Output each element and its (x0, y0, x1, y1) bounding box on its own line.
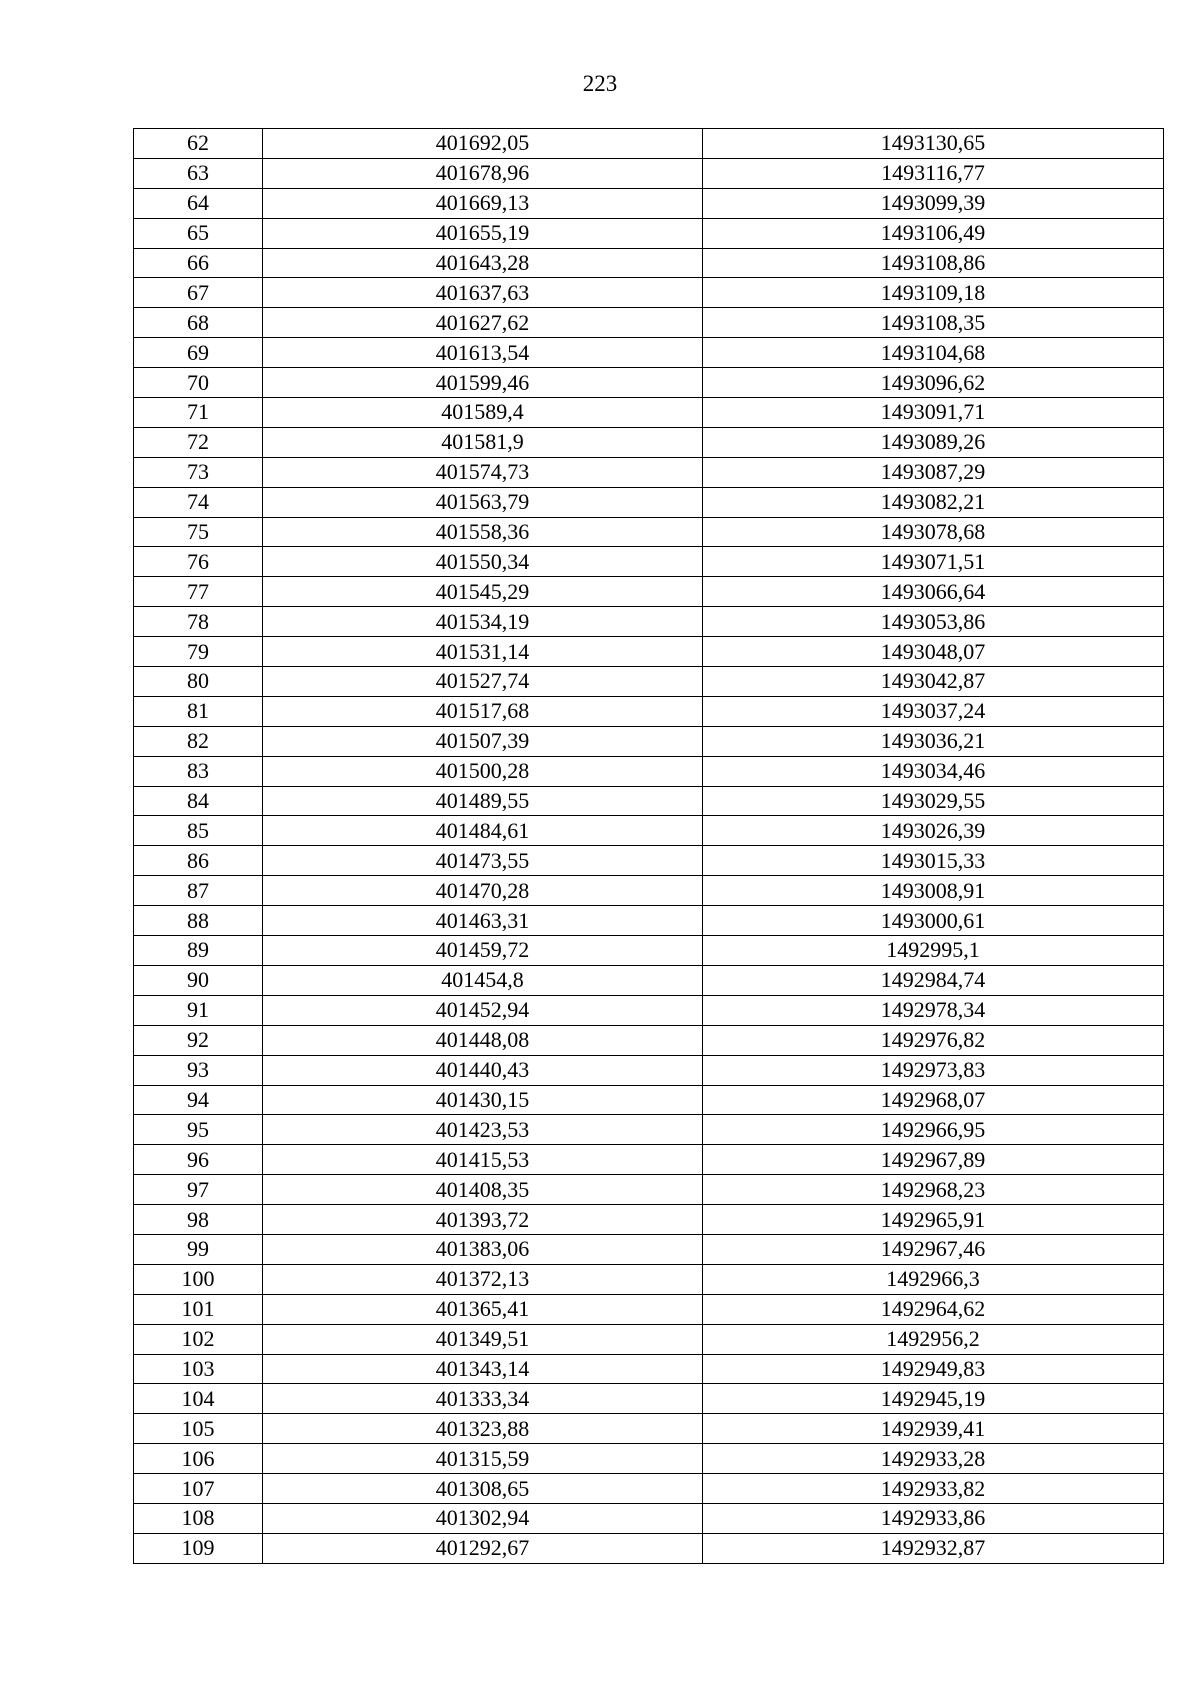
y-coordinate-cell: 1492968,23 (703, 1175, 1164, 1205)
x-coordinate-cell: 401343,14 (263, 1354, 703, 1384)
y-coordinate-cell: 1492978,34 (703, 995, 1164, 1025)
table-row (134, 906, 1164, 936)
x-coordinate-cell: 401531,14 (263, 637, 703, 667)
table-row (134, 1085, 1164, 1115)
table-row (134, 1503, 1164, 1533)
x-coordinate-cell: 401365,41 (263, 1294, 703, 1324)
table-row (134, 786, 1164, 816)
coordinates-table (133, 128, 1164, 1564)
x-coordinate-cell: 401489,55 (263, 786, 703, 816)
x-coordinate-cell: 401678,96 (263, 158, 703, 188)
x-coordinate-cell: 401500,28 (263, 756, 703, 786)
y-coordinate-cell: 1492933,82 (703, 1474, 1164, 1504)
y-coordinate-cell: 1492945,19 (703, 1384, 1164, 1414)
table-row (134, 1055, 1164, 1085)
x-coordinate-cell: 401550,34 (263, 547, 703, 577)
x-coordinate-cell: 401574,73 (263, 457, 703, 487)
point-number-cell: 81 (134, 696, 263, 726)
y-coordinate-cell: 1493130,65 (703, 129, 1164, 159)
x-coordinate-cell: 401613,54 (263, 338, 703, 368)
y-coordinate-cell: 1492949,83 (703, 1354, 1164, 1384)
x-coordinate-cell: 401448,08 (263, 1025, 703, 1055)
y-coordinate-cell: 1493096,62 (703, 368, 1164, 398)
table-row (134, 816, 1164, 846)
y-coordinate-cell: 1493082,21 (703, 487, 1164, 517)
table-row (134, 1115, 1164, 1145)
x-coordinate-cell: 401507,39 (263, 726, 703, 756)
y-coordinate-cell: 1492976,82 (703, 1025, 1164, 1055)
table-row (134, 308, 1164, 338)
x-coordinate-cell: 401637,63 (263, 278, 703, 308)
x-coordinate-cell: 401323,88 (263, 1414, 703, 1444)
y-coordinate-cell: 1492966,95 (703, 1115, 1164, 1145)
table-row (134, 995, 1164, 1025)
table-row (134, 218, 1164, 248)
point-number-cell: 93 (134, 1055, 263, 1085)
y-coordinate-cell: 1493026,39 (703, 816, 1164, 846)
table-row (134, 1234, 1164, 1264)
y-coordinate-cell: 1493034,46 (703, 756, 1164, 786)
x-coordinate-cell: 401534,19 (263, 607, 703, 637)
x-coordinate-cell: 401484,61 (263, 816, 703, 846)
y-coordinate-cell: 1492968,07 (703, 1085, 1164, 1115)
x-coordinate-cell: 401333,34 (263, 1384, 703, 1414)
table-row (134, 607, 1164, 637)
point-number-cell: 80 (134, 667, 263, 697)
x-coordinate-cell: 401452,94 (263, 995, 703, 1025)
y-coordinate-cell: 1493089,26 (703, 427, 1164, 457)
table-row (134, 129, 1164, 159)
table-row (134, 876, 1164, 906)
x-coordinate-cell: 401315,59 (263, 1444, 703, 1474)
table-row (134, 1533, 1164, 1563)
y-coordinate-cell: 1493042,87 (703, 667, 1164, 697)
table-row (134, 1414, 1164, 1444)
table-row (134, 547, 1164, 577)
point-number-cell: 90 (134, 965, 263, 995)
point-number-cell: 64 (134, 188, 263, 218)
table-row (134, 158, 1164, 188)
y-coordinate-cell: 1492956,2 (703, 1324, 1164, 1354)
table-row (134, 1354, 1164, 1384)
point-number-cell: 96 (134, 1145, 263, 1175)
x-coordinate-cell: 401581,9 (263, 427, 703, 457)
y-coordinate-cell: 1492965,91 (703, 1205, 1164, 1235)
y-coordinate-cell: 1493104,68 (703, 338, 1164, 368)
table-row (134, 846, 1164, 876)
table-row (134, 1324, 1164, 1354)
point-number-cell: 85 (134, 816, 263, 846)
point-number-cell: 67 (134, 278, 263, 308)
y-coordinate-cell: 1493108,86 (703, 248, 1164, 278)
y-coordinate-cell: 1492973,83 (703, 1055, 1164, 1085)
point-number-cell: 87 (134, 876, 263, 906)
y-coordinate-cell: 1493087,29 (703, 457, 1164, 487)
point-number-cell: 98 (134, 1205, 263, 1235)
x-coordinate-cell: 401430,15 (263, 1085, 703, 1115)
x-coordinate-cell: 401459,72 (263, 936, 703, 966)
point-number-cell: 79 (134, 637, 263, 667)
point-number-cell: 66 (134, 248, 263, 278)
point-number-cell: 84 (134, 786, 263, 816)
x-coordinate-cell: 401643,28 (263, 248, 703, 278)
table-row (134, 1474, 1164, 1504)
y-coordinate-cell: 1493029,55 (703, 786, 1164, 816)
x-coordinate-cell: 401440,43 (263, 1055, 703, 1085)
y-coordinate-cell: 1493091,71 (703, 398, 1164, 428)
y-coordinate-cell: 1493036,21 (703, 726, 1164, 756)
x-coordinate-cell: 401669,13 (263, 188, 703, 218)
x-coordinate-cell: 401627,62 (263, 308, 703, 338)
table-row (134, 338, 1164, 368)
table-row (134, 577, 1164, 607)
y-coordinate-cell: 1493078,68 (703, 517, 1164, 547)
y-coordinate-cell: 1493106,49 (703, 218, 1164, 248)
y-coordinate-cell: 1493000,61 (703, 906, 1164, 936)
x-coordinate-cell: 401589,4 (263, 398, 703, 428)
table-row (134, 667, 1164, 697)
point-number-cell: 100 (134, 1264, 263, 1294)
x-coordinate-cell: 401527,74 (263, 667, 703, 697)
point-number-cell: 104 (134, 1384, 263, 1414)
table-row (134, 398, 1164, 428)
table-row (134, 1205, 1164, 1235)
table-row (134, 1444, 1164, 1474)
table-row (134, 1264, 1164, 1294)
point-number-cell: 109 (134, 1533, 263, 1563)
y-coordinate-cell: 1492966,3 (703, 1264, 1164, 1294)
table-row (134, 696, 1164, 726)
point-number-cell: 65 (134, 218, 263, 248)
point-number-cell: 83 (134, 756, 263, 786)
y-coordinate-cell: 1492984,74 (703, 965, 1164, 995)
x-coordinate-cell: 401423,53 (263, 1115, 703, 1145)
point-number-cell: 76 (134, 547, 263, 577)
table-row (134, 487, 1164, 517)
x-coordinate-cell: 401349,51 (263, 1324, 703, 1354)
table-row (134, 278, 1164, 308)
y-coordinate-cell: 1492995,1 (703, 936, 1164, 966)
x-coordinate-cell: 401383,06 (263, 1234, 703, 1264)
x-coordinate-cell: 401599,46 (263, 368, 703, 398)
table-row (134, 457, 1164, 487)
y-coordinate-cell: 1492933,28 (703, 1444, 1164, 1474)
x-coordinate-cell: 401545,29 (263, 577, 703, 607)
x-coordinate-cell: 401454,8 (263, 965, 703, 995)
point-number-cell: 101 (134, 1294, 263, 1324)
x-coordinate-cell: 401517,68 (263, 696, 703, 726)
table-row (134, 637, 1164, 667)
point-number-cell: 89 (134, 936, 263, 966)
page-number: 223 (582, 71, 618, 96)
table-row (134, 1025, 1164, 1055)
point-number-cell: 103 (134, 1354, 263, 1384)
x-coordinate-cell: 401393,72 (263, 1205, 703, 1235)
x-coordinate-cell: 401463,31 (263, 906, 703, 936)
y-coordinate-cell: 1493116,77 (703, 158, 1164, 188)
y-coordinate-cell: 1492939,41 (703, 1414, 1164, 1444)
point-number-cell: 88 (134, 906, 263, 936)
y-coordinate-cell: 1492932,87 (703, 1533, 1164, 1563)
y-coordinate-cell: 1493048,07 (703, 637, 1164, 667)
table-row (134, 936, 1164, 966)
y-coordinate-cell: 1493071,51 (703, 547, 1164, 577)
table-row (134, 188, 1164, 218)
x-coordinate-cell: 401473,55 (263, 846, 703, 876)
point-number-cell: 69 (134, 338, 263, 368)
x-coordinate-cell: 401408,35 (263, 1175, 703, 1205)
point-number-cell: 78 (134, 607, 263, 637)
point-number-cell: 95 (134, 1115, 263, 1145)
point-number-cell: 77 (134, 577, 263, 607)
point-number-cell: 70 (134, 368, 263, 398)
point-number-cell: 62 (134, 129, 263, 159)
table-row (134, 368, 1164, 398)
point-number-cell: 82 (134, 726, 263, 756)
x-coordinate-cell: 401372,13 (263, 1264, 703, 1294)
table-row (134, 726, 1164, 756)
y-coordinate-cell: 1493053,86 (703, 607, 1164, 637)
point-number-cell: 99 (134, 1234, 263, 1264)
x-coordinate-cell: 401302,94 (263, 1503, 703, 1533)
point-number-cell: 92 (134, 1025, 263, 1055)
y-coordinate-cell: 1492964,62 (703, 1294, 1164, 1324)
y-coordinate-cell: 1493066,64 (703, 577, 1164, 607)
coordinates-table-body (134, 129, 1164, 1564)
x-coordinate-cell: 401308,65 (263, 1474, 703, 1504)
point-number-cell: 75 (134, 517, 263, 547)
y-coordinate-cell: 1493015,33 (703, 846, 1164, 876)
table-row (134, 248, 1164, 278)
point-number-cell: 63 (134, 158, 263, 188)
x-coordinate-cell: 401292,67 (263, 1533, 703, 1563)
point-number-cell: 68 (134, 308, 263, 338)
x-coordinate-cell: 401655,19 (263, 218, 703, 248)
table-row (134, 1294, 1164, 1324)
y-coordinate-cell: 1492967,89 (703, 1145, 1164, 1175)
x-coordinate-cell: 401415,53 (263, 1145, 703, 1175)
point-number-cell: 71 (134, 398, 263, 428)
point-number-cell: 107 (134, 1474, 263, 1504)
point-number-cell: 73 (134, 457, 263, 487)
x-coordinate-cell: 401563,79 (263, 487, 703, 517)
x-coordinate-cell: 401692,05 (263, 129, 703, 159)
x-coordinate-cell: 401558,36 (263, 517, 703, 547)
y-coordinate-cell: 1493109,18 (703, 278, 1164, 308)
table-row (134, 1384, 1164, 1414)
point-number-cell: 72 (134, 427, 263, 457)
y-coordinate-cell: 1493008,91 (703, 876, 1164, 906)
table-row (134, 756, 1164, 786)
table-row (134, 427, 1164, 457)
point-number-cell: 74 (134, 487, 263, 517)
table-row (134, 965, 1164, 995)
point-number-cell: 108 (134, 1503, 263, 1533)
table-row (134, 517, 1164, 547)
point-number-cell: 97 (134, 1175, 263, 1205)
x-coordinate-cell: 401470,28 (263, 876, 703, 906)
y-coordinate-cell: 1492967,46 (703, 1234, 1164, 1264)
y-coordinate-cell: 1493099,39 (703, 188, 1164, 218)
point-number-cell: 102 (134, 1324, 263, 1354)
point-number-cell: 106 (134, 1444, 263, 1474)
point-number-cell: 86 (134, 846, 263, 876)
table-row (134, 1175, 1164, 1205)
y-coordinate-cell: 1492933,86 (703, 1503, 1164, 1533)
y-coordinate-cell: 1493037,24 (703, 696, 1164, 726)
point-number-cell: 105 (134, 1414, 263, 1444)
table-row (134, 1145, 1164, 1175)
point-number-cell: 91 (134, 995, 263, 1025)
point-number-cell: 94 (134, 1085, 263, 1115)
y-coordinate-cell: 1493108,35 (703, 308, 1164, 338)
